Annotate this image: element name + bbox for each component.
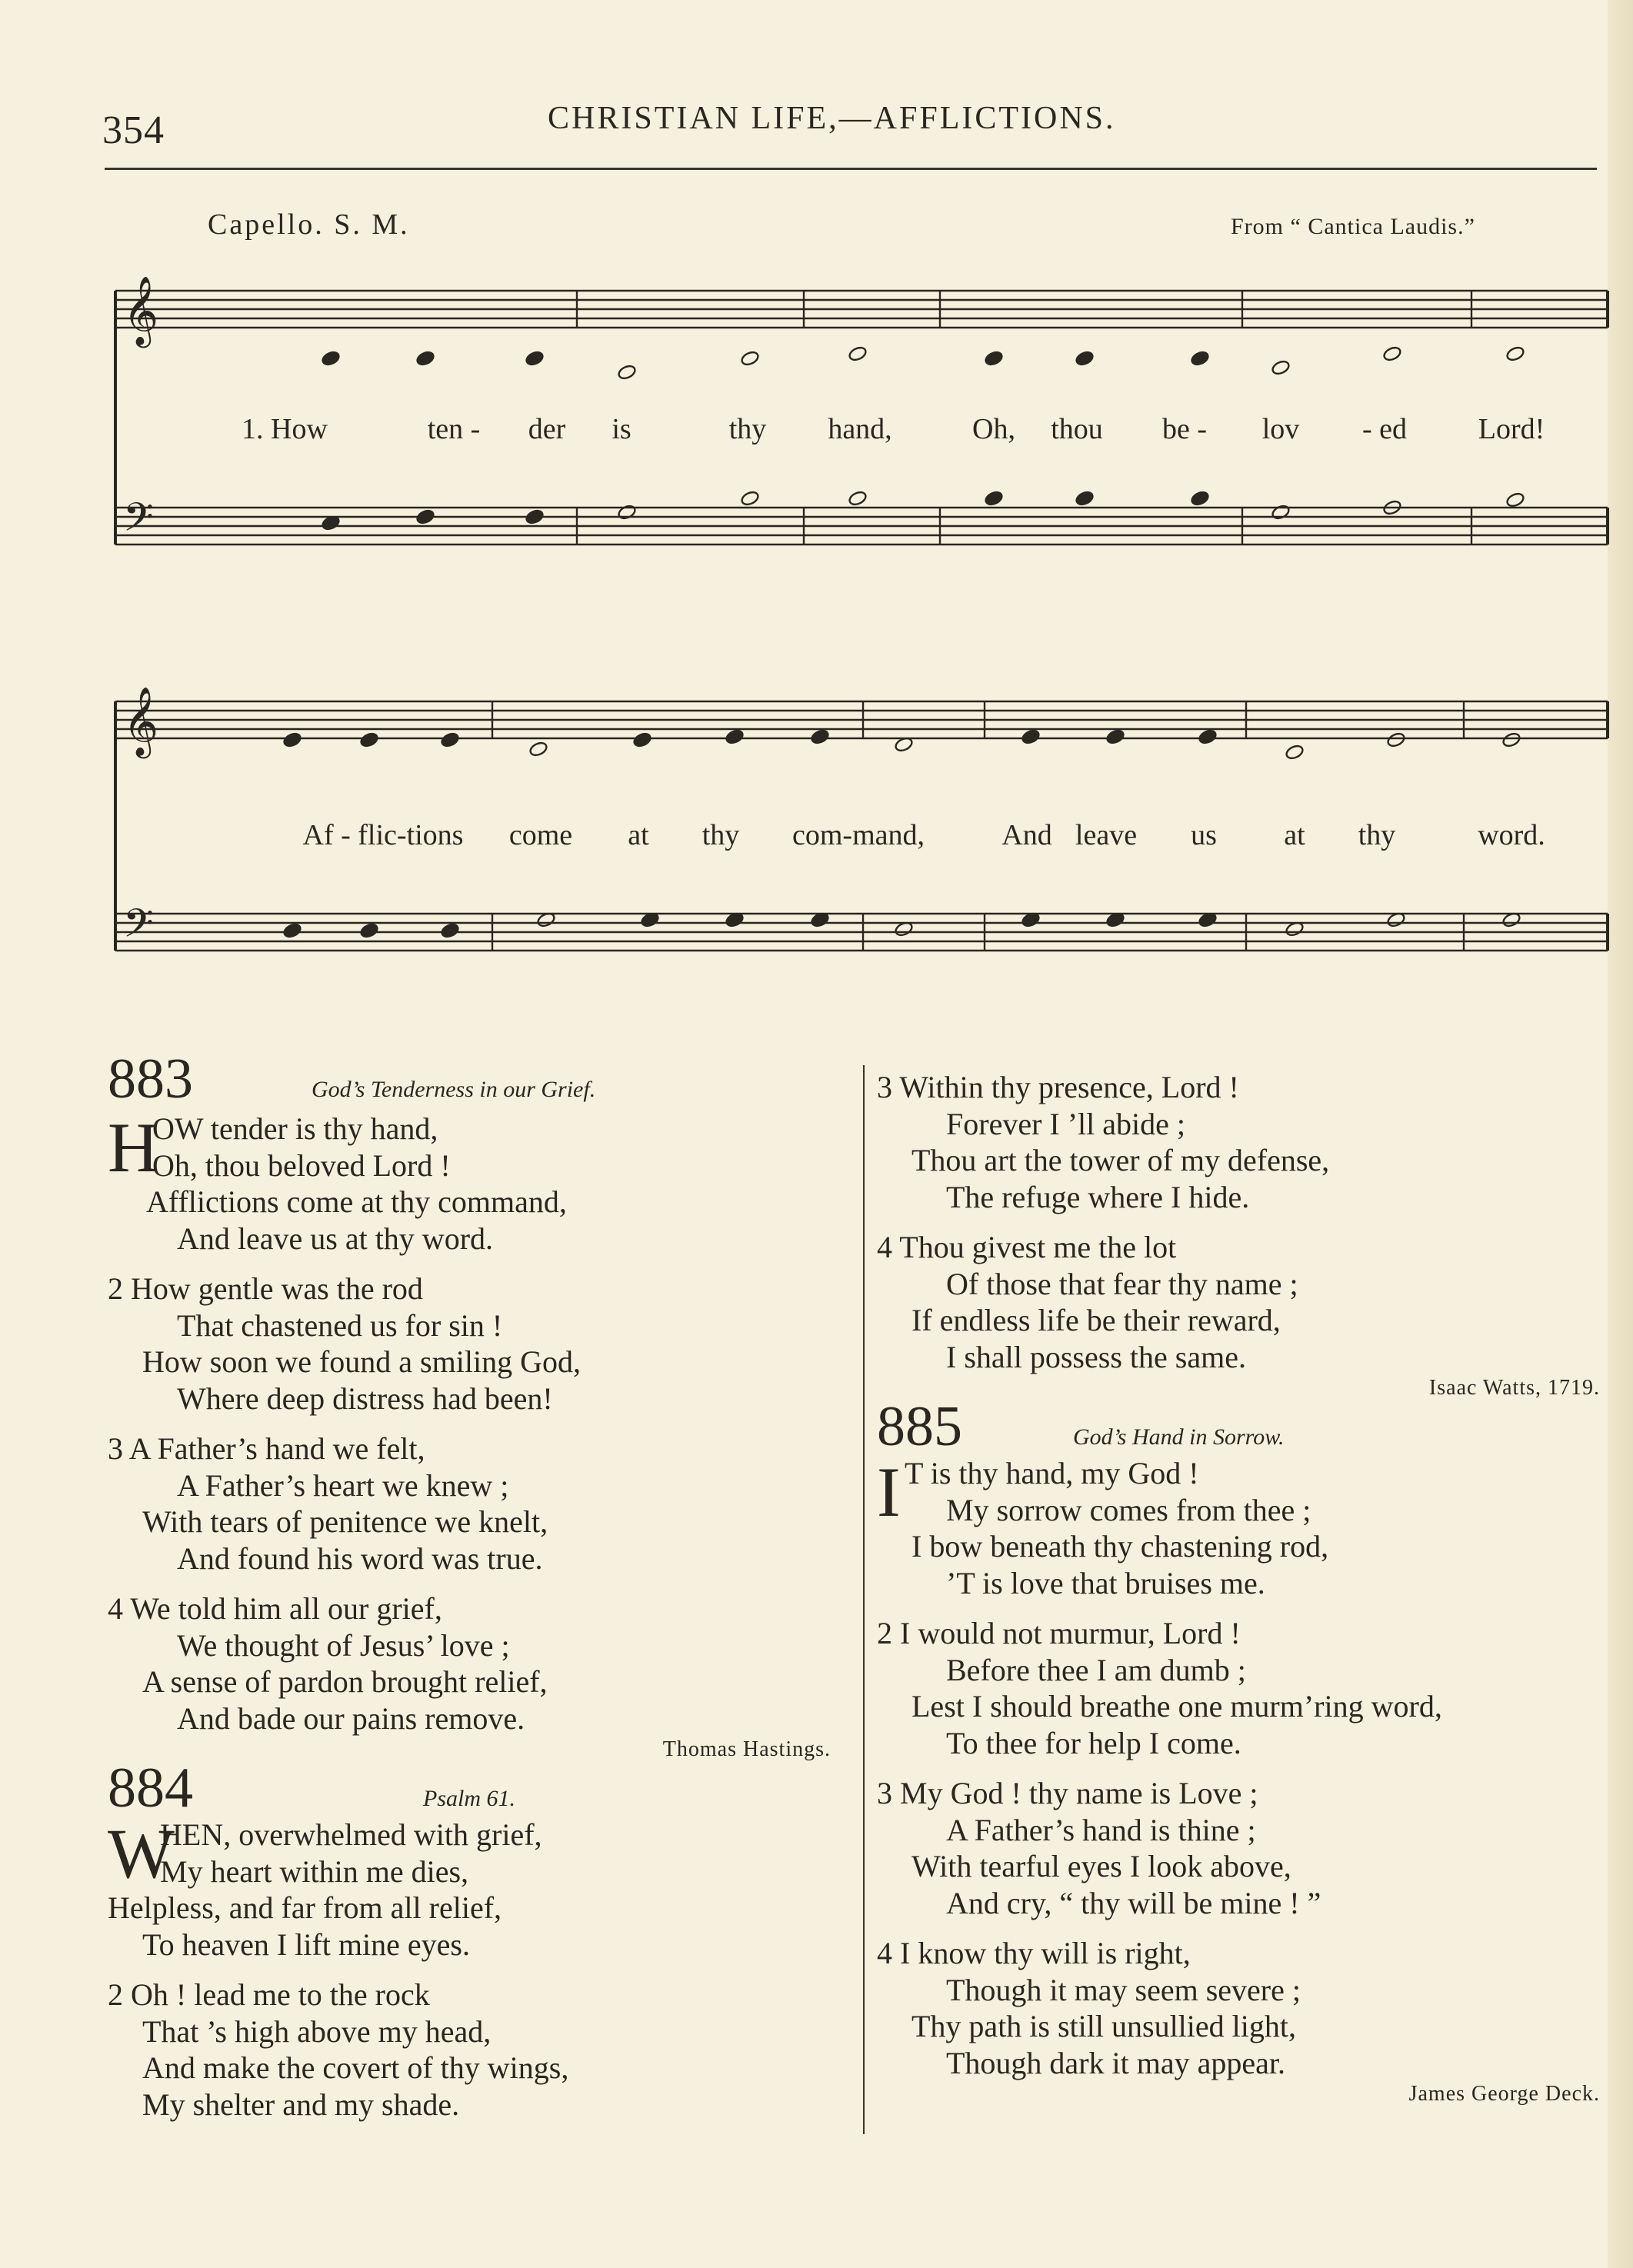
stanza xyxy=(108,1430,838,1577)
verse-line: To thee for help I come. xyxy=(946,1725,1241,1760)
verse-line: ’T is love that bruises me. xyxy=(946,1565,1265,1600)
verse-line: Oh, thou beloved Lord ! xyxy=(152,1147,451,1183)
lyric-syllable: thy xyxy=(728,413,767,445)
hymn-number: 884 xyxy=(108,1757,193,1820)
lyric-syllable: thy xyxy=(702,819,740,851)
lyric-syllable: word. xyxy=(1478,819,1545,851)
verse-line: To heaven I lift mine eyes. xyxy=(142,1927,470,1962)
tune-name: Capello. S. M. xyxy=(208,208,410,241)
half-note xyxy=(617,504,637,521)
lyric-syllable: leave xyxy=(1075,819,1138,851)
quarter-note xyxy=(282,922,302,939)
quarter-note xyxy=(525,508,545,525)
lyric-syllable: 1. How xyxy=(242,413,328,445)
lyric-syllable: Af - flic-tions xyxy=(302,819,464,851)
verse-text: T is thy hand, my God ! xyxy=(905,1456,1199,1490)
verse-line: With tearful eyes I look above, xyxy=(911,1849,1291,1883)
half-note xyxy=(1505,345,1525,362)
lyric-syllable: com-mand, xyxy=(792,819,925,851)
drop-cap: W xyxy=(108,1814,175,1893)
right-column xyxy=(877,1069,1608,2107)
quarter-note xyxy=(1198,728,1218,745)
lyric-syllable: And xyxy=(1001,819,1052,851)
verse-line: Forever I ’ll abide ; xyxy=(946,1106,1185,1141)
verse-line: Before thee I am dumb ; xyxy=(946,1652,1246,1687)
stanza xyxy=(108,1271,838,1417)
hymn-header xyxy=(108,1757,838,1820)
verse-line: Though it may seem severe ; xyxy=(946,1972,1301,2007)
stanza xyxy=(877,1229,1608,1375)
verse-line: 3 A Father’s hand we felt, xyxy=(108,1431,425,1466)
lyric-syllable: thou xyxy=(1051,413,1103,445)
hymn-header xyxy=(108,1047,838,1111)
half-note xyxy=(1386,731,1406,748)
bass-clef: 𝄢 xyxy=(123,900,154,956)
verse-line: 4 Thou givest me the lot xyxy=(877,1230,1177,1264)
half-note xyxy=(617,364,637,381)
hymn-883 xyxy=(108,1047,838,1763)
lyric-syllable: come xyxy=(508,819,573,851)
verse-line: And make the covert of thy wings, xyxy=(142,2050,569,2085)
half-note xyxy=(1285,744,1305,761)
verse-text: OW tender is thy hand, xyxy=(152,1111,438,1146)
verse-line: A sense of pardon brought relief, xyxy=(142,1664,548,1699)
half-note xyxy=(740,350,760,367)
quarter-note xyxy=(632,731,652,748)
half-note xyxy=(1505,491,1525,508)
verse-line: And bade our pains remove. xyxy=(177,1700,525,1736)
verse-line: 3 My God ! thy name is Love ; xyxy=(877,1776,1258,1810)
hymn-number: 883 xyxy=(108,1047,193,1111)
quarter-note xyxy=(1190,490,1210,507)
stanza xyxy=(108,1814,838,1963)
quarter-note xyxy=(359,731,379,748)
quarter-note xyxy=(1075,490,1095,507)
verse-line: 2 I would not murmur, Lord ! xyxy=(877,1616,1241,1650)
quarter-note xyxy=(525,350,545,367)
quarter-note xyxy=(984,490,1004,507)
quarter-note xyxy=(1190,350,1210,367)
hymn-884 xyxy=(108,1757,838,2123)
half-note xyxy=(848,490,868,507)
music-score xyxy=(0,0,1633,1015)
verse-line: Of those that fear thy name ; xyxy=(946,1266,1298,1301)
quarter-note xyxy=(440,922,460,939)
stanza xyxy=(108,1108,838,1257)
lyric-syllable: us xyxy=(1191,819,1217,851)
verse-line: My shelter and my shade. xyxy=(142,2086,460,2122)
quarter-note xyxy=(440,731,460,748)
lyric-syllable: is xyxy=(612,413,632,445)
stanza xyxy=(877,1615,1608,1761)
lyric-syllable: - ed xyxy=(1361,413,1408,445)
lyric-syllable: lov xyxy=(1261,413,1300,445)
drop-cap: H xyxy=(108,1108,159,1187)
verse-line: That ’s high above my head, xyxy=(142,2013,492,2049)
stanza xyxy=(877,1455,1608,1601)
lyric-syllable: hand, xyxy=(828,413,892,445)
lyric-syllable: Lord! xyxy=(1478,413,1545,445)
verse-line: And cry, “ thy will be mine ! ” xyxy=(946,1885,1321,1920)
verse-line: Lest I should breathe one murm’ring word, xyxy=(911,1689,1442,1723)
quarter-note xyxy=(1075,350,1095,367)
lyric-syllable: at xyxy=(628,819,649,851)
hymn-header xyxy=(877,1395,1608,1458)
stanza xyxy=(108,1590,838,1737)
quarter-note xyxy=(321,350,341,367)
half-note xyxy=(740,490,760,507)
quarter-note xyxy=(984,350,1004,367)
hymn-author: Thomas Hastings. xyxy=(662,1737,831,1761)
half-note xyxy=(1271,359,1291,376)
hymn-number: 885 xyxy=(877,1395,962,1458)
verse-line: And leave us at thy word. xyxy=(177,1221,494,1256)
verse-line: 4 I know thy will is right, xyxy=(877,1936,1191,1970)
quarter-note xyxy=(1105,728,1125,745)
hymn-title: God’s Tenderness in our Grief. xyxy=(312,1077,596,1102)
verse-line: I shall possess the same. xyxy=(946,1339,1246,1374)
stanza xyxy=(108,1977,838,2123)
verse-line: How soon we found a smiling God, xyxy=(142,1344,581,1379)
lyric-syllable: at xyxy=(1284,819,1305,851)
half-note xyxy=(848,345,868,362)
hymn-title: God’s Hand in Sorrow. xyxy=(1073,1424,1285,1450)
half-note xyxy=(528,741,548,758)
running-head: CHRISTIAN LIFE,—AFFLICTIONS. xyxy=(548,101,1116,136)
verse-line: Helpless, and far from all relief, xyxy=(108,1890,502,1925)
verse-line: The refuge where I hide. xyxy=(946,1179,1250,1214)
verse-line: 4 We told him all our grief, xyxy=(108,1591,442,1626)
verse-line: And found his word was true. xyxy=(177,1540,543,1576)
lyric-syllable: ten - xyxy=(427,413,481,445)
verse-line: My heart within me dies, xyxy=(160,1853,469,1889)
half-note xyxy=(1382,345,1402,362)
hymn-author: James George Deck. xyxy=(1408,2082,1600,2106)
verse-line: Thou art the tower of my defense, xyxy=(911,1143,1330,1177)
verse-line: 2 How gentle was the rod xyxy=(108,1271,423,1306)
lyric-syllable: Oh, xyxy=(972,413,1015,445)
treble-clef: 𝄞 xyxy=(123,687,159,756)
quarter-note xyxy=(415,508,435,525)
verse-line: 2 Oh ! lead me to the rock xyxy=(108,1977,430,2012)
verse-line: If endless life be their reward, xyxy=(911,1303,1281,1337)
page-number: 354 xyxy=(102,108,165,152)
lyric-syllable: der xyxy=(528,413,566,445)
verse-line: A Father’s hand is thine ; xyxy=(946,1812,1256,1847)
hymn-author: Isaac Watts, 1719. xyxy=(1428,1376,1600,1400)
quarter-note xyxy=(1021,728,1041,745)
stanza xyxy=(877,1069,1608,1215)
tune-source: From “ Cantica Laudis.” xyxy=(1231,214,1475,239)
quarter-note xyxy=(415,350,435,367)
verse-line: With tears of penitence we knelt, xyxy=(142,1504,548,1539)
verse-line: Though dark it may appear. xyxy=(946,2045,1285,2080)
hymn-title: Psalm 61. xyxy=(423,1786,515,1811)
quarter-note xyxy=(810,728,830,745)
quarter-note xyxy=(282,731,302,748)
verse-line: 3 Within thy presence, Lord ! xyxy=(877,1070,1239,1104)
bass-clef: 𝄢 xyxy=(123,494,154,550)
quarter-note xyxy=(725,728,745,745)
verse-text: HEN, overwhelmed with grief, xyxy=(160,1817,542,1852)
column-rule xyxy=(863,1065,865,2134)
verse-line: That chastened us for sin ! xyxy=(177,1307,503,1343)
hymn-884-continued xyxy=(877,1069,1608,1401)
verse-line: We thought of Jesus’ love ; xyxy=(177,1627,510,1663)
treble-clef: 𝄞 xyxy=(123,276,159,345)
verse-line: I bow beneath thy chastening rod, xyxy=(911,1529,1329,1564)
half-note xyxy=(1271,504,1291,521)
hymn-885 xyxy=(877,1395,1608,2107)
verse-line: A Father’s heart we knew ; xyxy=(177,1467,509,1503)
stanza xyxy=(877,1935,1608,2081)
drop-cap: I xyxy=(877,1453,901,1531)
verse-line: Thy path is still unsullied light, xyxy=(911,2009,1296,2043)
verse-line: Where deep distress had been! xyxy=(177,1380,553,1416)
quarter-note xyxy=(359,922,379,939)
left-column xyxy=(108,1047,838,2123)
stanza xyxy=(877,1775,1608,1921)
lyric-syllable: be - xyxy=(1161,413,1208,445)
verse-line: Afflictions come at thy command, xyxy=(146,1184,567,1219)
half-note xyxy=(1501,731,1521,748)
verse-line: My sorrow comes from thee ; xyxy=(946,1492,1311,1527)
lyric-syllable: thy xyxy=(1358,819,1396,851)
